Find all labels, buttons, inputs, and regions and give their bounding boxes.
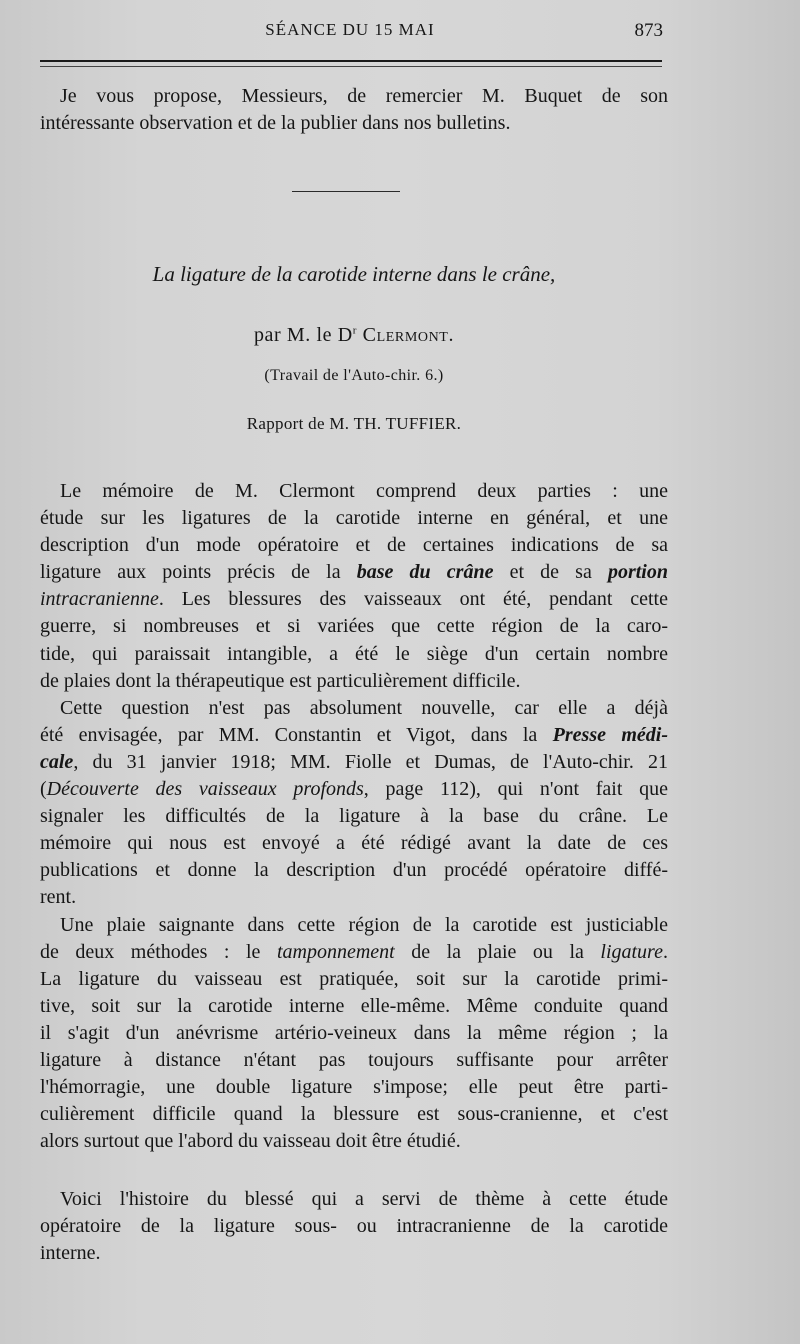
text-line: tide, qui paraissait intangible, a été le siège d'un certain nombre [40, 642, 668, 665]
emphasis-run: ligature [600, 940, 663, 963]
text-line: mémoire qui nous est envoyé a été rédigé avant la date de ces [40, 832, 668, 855]
text-line [40, 722, 668, 749]
running-head [40, 20, 663, 44]
running-title: SÉANCE DU 15 MAI [265, 20, 435, 39]
author-name: Clermont. [362, 324, 455, 346]
text-run: ligature aux points précis de la [40, 561, 357, 584]
text-line: il s'agit d'un anévrisme artério-veineux dans la même région ; la [40, 1021, 668, 1044]
text-line: opératoire de la ligature sous- ou intracranienne de la carotide [40, 1215, 668, 1238]
article-author [40, 324, 668, 347]
paragraph-2 [40, 695, 668, 912]
article-body [40, 478, 668, 1155]
text-run: été envisagée, par MM. Constantin et Vigot, dans la [40, 723, 553, 746]
author-prefix: par M. le D [253, 324, 353, 346]
text-line: La ligature du vaisseau est pratiquée, soit sur la carotide primi- [40, 967, 668, 990]
text-line: étude sur les ligatures de la carotide interne en général, et une [40, 507, 668, 530]
article-source: (Travail de l'Auto-chir. 6.) [264, 367, 444, 384]
text-line [40, 586, 668, 613]
text-line: de plaies dont la thérapeutique est particulièrement difficile. [40, 669, 521, 692]
text-run: de la plaie ou la [394, 940, 601, 963]
emphasis-run: portion [607, 561, 668, 584]
header-rule [40, 60, 662, 62]
intro-paragraph [40, 83, 668, 137]
text-line: Une plaie saignante dans cette région de la carotide est justiciable [60, 913, 668, 936]
text-line: l'hémorragie, une double ligature s'impose; elle peut être parti- [40, 1076, 668, 1099]
text-line [40, 939, 668, 966]
text-run: , du 31 janvier 1918; MM. Fiolle et Dumas, de l'Auto-chir. 21 [73, 750, 668, 773]
page-number: 873 [634, 20, 663, 41]
emphasis-run: intracranienne [40, 588, 159, 611]
text-line: Je vous propose, Messieurs, de remercier M. Buquet de son [60, 85, 668, 107]
text-line: publications et donne la description d'un procédé opératoire diffé- [40, 859, 668, 882]
text-line: tive, soit sur la carotide interne elle-même. Même conduite quand [40, 994, 668, 1017]
closing-paragraph [40, 1186, 668, 1267]
text-line: ligature à distance n'étant pas toujours suffisante pour arrêter [40, 1048, 668, 1071]
text-line [40, 559, 668, 586]
text-line: signaler les difficultés de la ligature à la base du crâne. Le [40, 805, 668, 828]
text-run: et de sa [493, 561, 608, 584]
text-line [40, 749, 668, 776]
paragraph-3 [40, 912, 668, 1156]
text-line: description d'un mode opératoire et de certaines indications de sa [40, 534, 668, 557]
text-line: guerre, si nombreuses et si variées que cette région de la caro- [40, 615, 668, 638]
emphasis-run: tamponnement [276, 940, 395, 963]
header-rule-thin [40, 66, 662, 67]
emphasis-run: cale [40, 750, 74, 773]
text-line: culièrement difficile quand la blessure est sous-cranienne, et c'est [40, 1103, 668, 1126]
text-run: ( [40, 778, 47, 801]
text-line: Le mémoire de M. Clermont comprend deux parties : une [60, 480, 668, 502]
text-line: rent. [40, 886, 77, 909]
text-line: Cette question n'est pas absolument nouvelle, car elle a déjà [60, 696, 668, 719]
text-run: de deux méthodes : le [40, 940, 277, 963]
article-title: La ligature de la carotide interne dans le crâne, [152, 262, 556, 286]
author-prefix-sup: r [352, 324, 358, 337]
text-run: . Les blessures des vaisseaux ont été, pendant cette [158, 588, 668, 611]
text-line: interne. [40, 1242, 101, 1265]
emphasis-run: Presse médi- [552, 723, 668, 746]
text-line: intéressante observation et de la publier dans nos bulletins. [40, 112, 511, 135]
article-reporter: Rapport de M. TH. TUFFIER. [246, 414, 462, 433]
text-line: alors surtout que l'abord du vaisseau doit être étudié. [40, 1130, 461, 1153]
paragraph-1 [40, 478, 668, 695]
text-run: . [662, 940, 668, 963]
text-line [40, 776, 668, 803]
text-run: , page 112), qui n'ont fait que [363, 778, 668, 801]
emphasis-run: base du crâne [356, 561, 494, 584]
text-line: Voici l'histoire du blessé qui a servi de thème à cette étude [60, 1188, 668, 1210]
emphasis-run: Découverte des vaisseaux profonds [46, 778, 364, 801]
section-separator [292, 191, 400, 192]
